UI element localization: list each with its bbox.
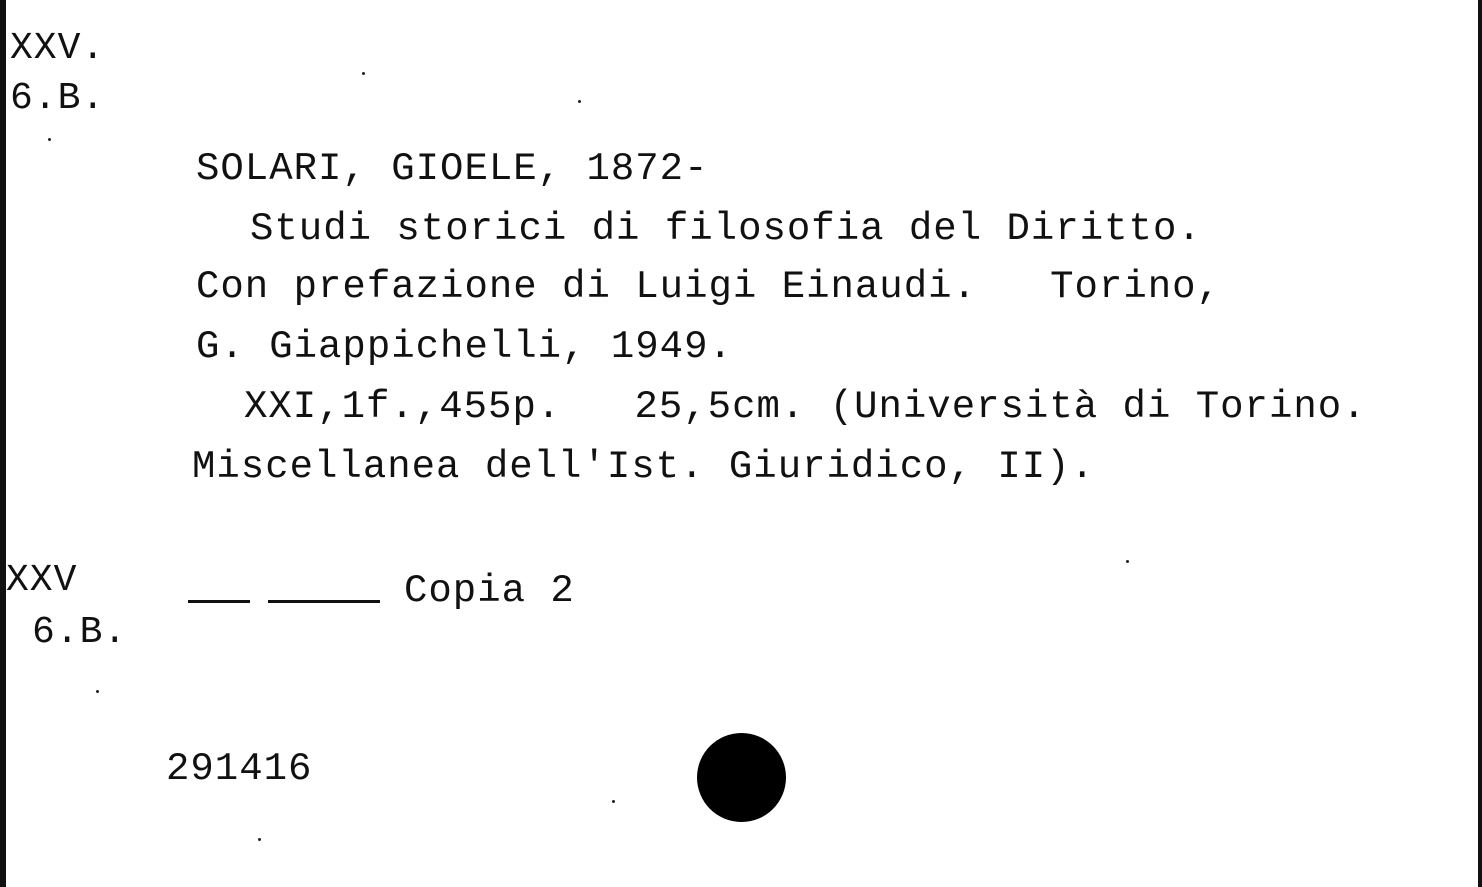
body-line-preface: Con prefazione di Luigi Einaudi. Torino, [196, 265, 1221, 309]
speck [1126, 560, 1129, 563]
body-line-series: Miscellanea dell'Ist. Giuridico, II). [192, 445, 1095, 489]
dash-short [188, 600, 250, 603]
card-left-edge [0, 0, 6, 887]
speck [578, 100, 581, 103]
speck [612, 800, 615, 803]
call-number-line-1: XXV. [10, 27, 106, 70]
dash-long [268, 600, 380, 603]
copy-note: Copia 2 [404, 569, 575, 613]
call-number-line-2: 6.B. [10, 77, 106, 120]
speck [362, 72, 365, 75]
speck [258, 838, 261, 841]
card-punch-hole [697, 733, 786, 822]
heading-author: SOLARI, GIOELE, 1872- [196, 147, 709, 191]
accession-number: 291416 [166, 747, 313, 791]
body-line-collation: XXI,1f.,455p. 25,5cm. (Università di Torino. [244, 385, 1367, 429]
copy-call-number-line-2: 6.B. [32, 611, 128, 654]
body-line-publisher: G. Giappichelli, 1949. [196, 325, 733, 369]
speck [48, 138, 51, 141]
speck [96, 690, 99, 693]
body-line-title: Studi storici di filosofia del Diritto. [250, 207, 1202, 251]
copy-call-number-line-1: XXV [6, 559, 78, 602]
card-right-edge [1478, 0, 1482, 887]
